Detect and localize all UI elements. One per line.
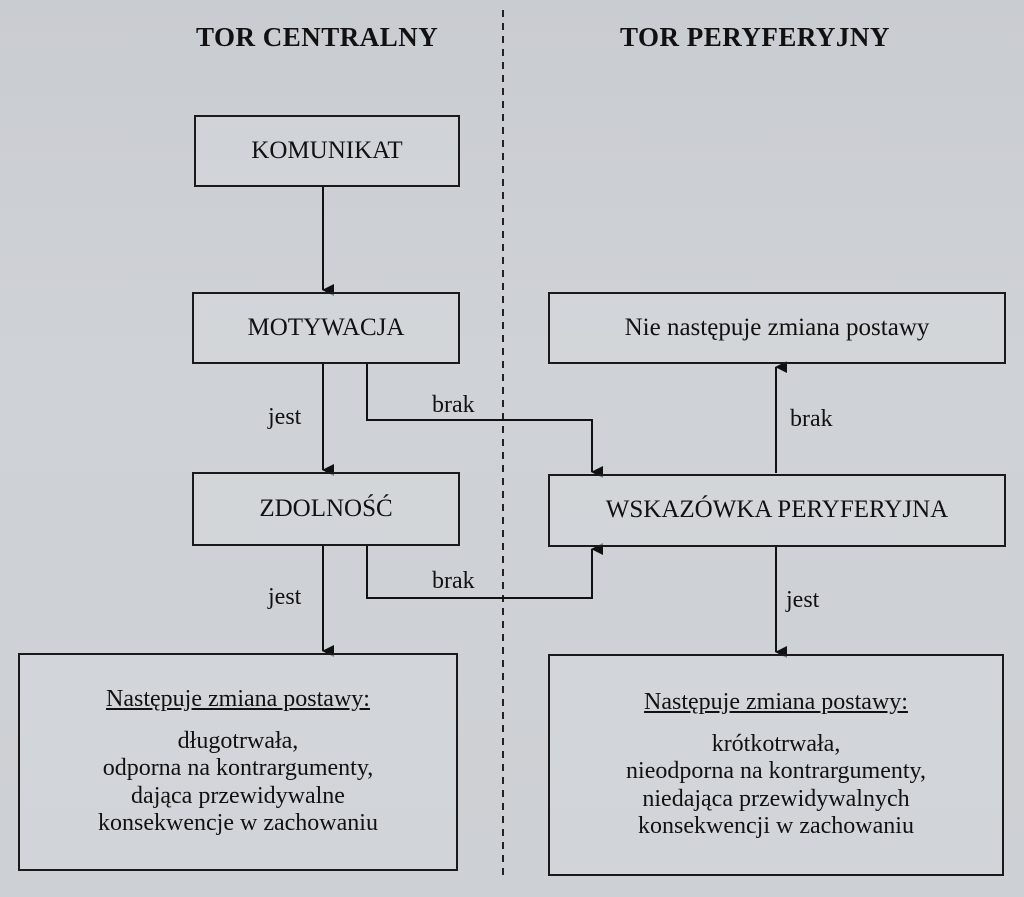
box-zdolnosc-label: ZDOLNOŚĆ	[259, 494, 393, 522]
edge-label-brak-motywacja: brak	[432, 392, 475, 418]
edge-label-jest-zdolnosc: jest	[268, 584, 302, 610]
heading-central-route: TOR CENTRALNY	[196, 22, 439, 52]
arrow-zdolnosc-brak-wskazowka	[367, 545, 592, 598]
central-result-title: Następuje zmiana postawy:	[106, 686, 370, 713]
box-wskazowka	[548, 474, 1006, 547]
box-komunikat-label: KOMUNIKAT	[251, 136, 403, 164]
box-zdolnosc	[192, 472, 460, 546]
central-result-line: dająca przewidywalne	[131, 782, 345, 809]
heading-peripheral-route: TOR PERYFERYJNY	[620, 22, 890, 52]
box-motywacja-label: MOTYWACJA	[247, 313, 405, 341]
peripheral-result-line: konsekwencji w zachowaniu	[638, 813, 914, 840]
box-no-change	[548, 292, 1006, 364]
central-result-line: długotrwała,	[177, 727, 299, 754]
edge-label-brak-zdolnosc: brak	[432, 568, 475, 594]
peripheral-result-title: Następuje zmiana postawy:	[644, 689, 908, 716]
box-no-change-label: Nie następuje zmiana postawy	[624, 313, 930, 341]
arrow-motywacja-brak-wskazowka	[367, 363, 592, 472]
box-central-result	[18, 653, 458, 871]
edge-label-jest-wskazowka: jest	[786, 587, 820, 613]
edge-label-brak-wskazowka: brak	[790, 406, 833, 432]
peripheral-result-line: niedająca przewidywalnych	[642, 785, 910, 812]
box-peripheral-result	[548, 654, 1004, 876]
peripheral-result-line: krótkotrwała,	[711, 730, 841, 757]
peripheral-result-line: nieodporna na kontrargumenty,	[626, 758, 926, 785]
edge-label-jest-motywacja: jest	[268, 404, 302, 430]
central-result-line: konsekwencje w zachowaniu	[98, 810, 378, 837]
central-result-line: odporna na kontrargumenty,	[102, 755, 374, 782]
box-wskazowka-label: WSKAZÓWKA PERYFERYJNA	[605, 496, 949, 524]
box-komunikat	[194, 115, 460, 187]
box-motywacja	[192, 292, 460, 364]
